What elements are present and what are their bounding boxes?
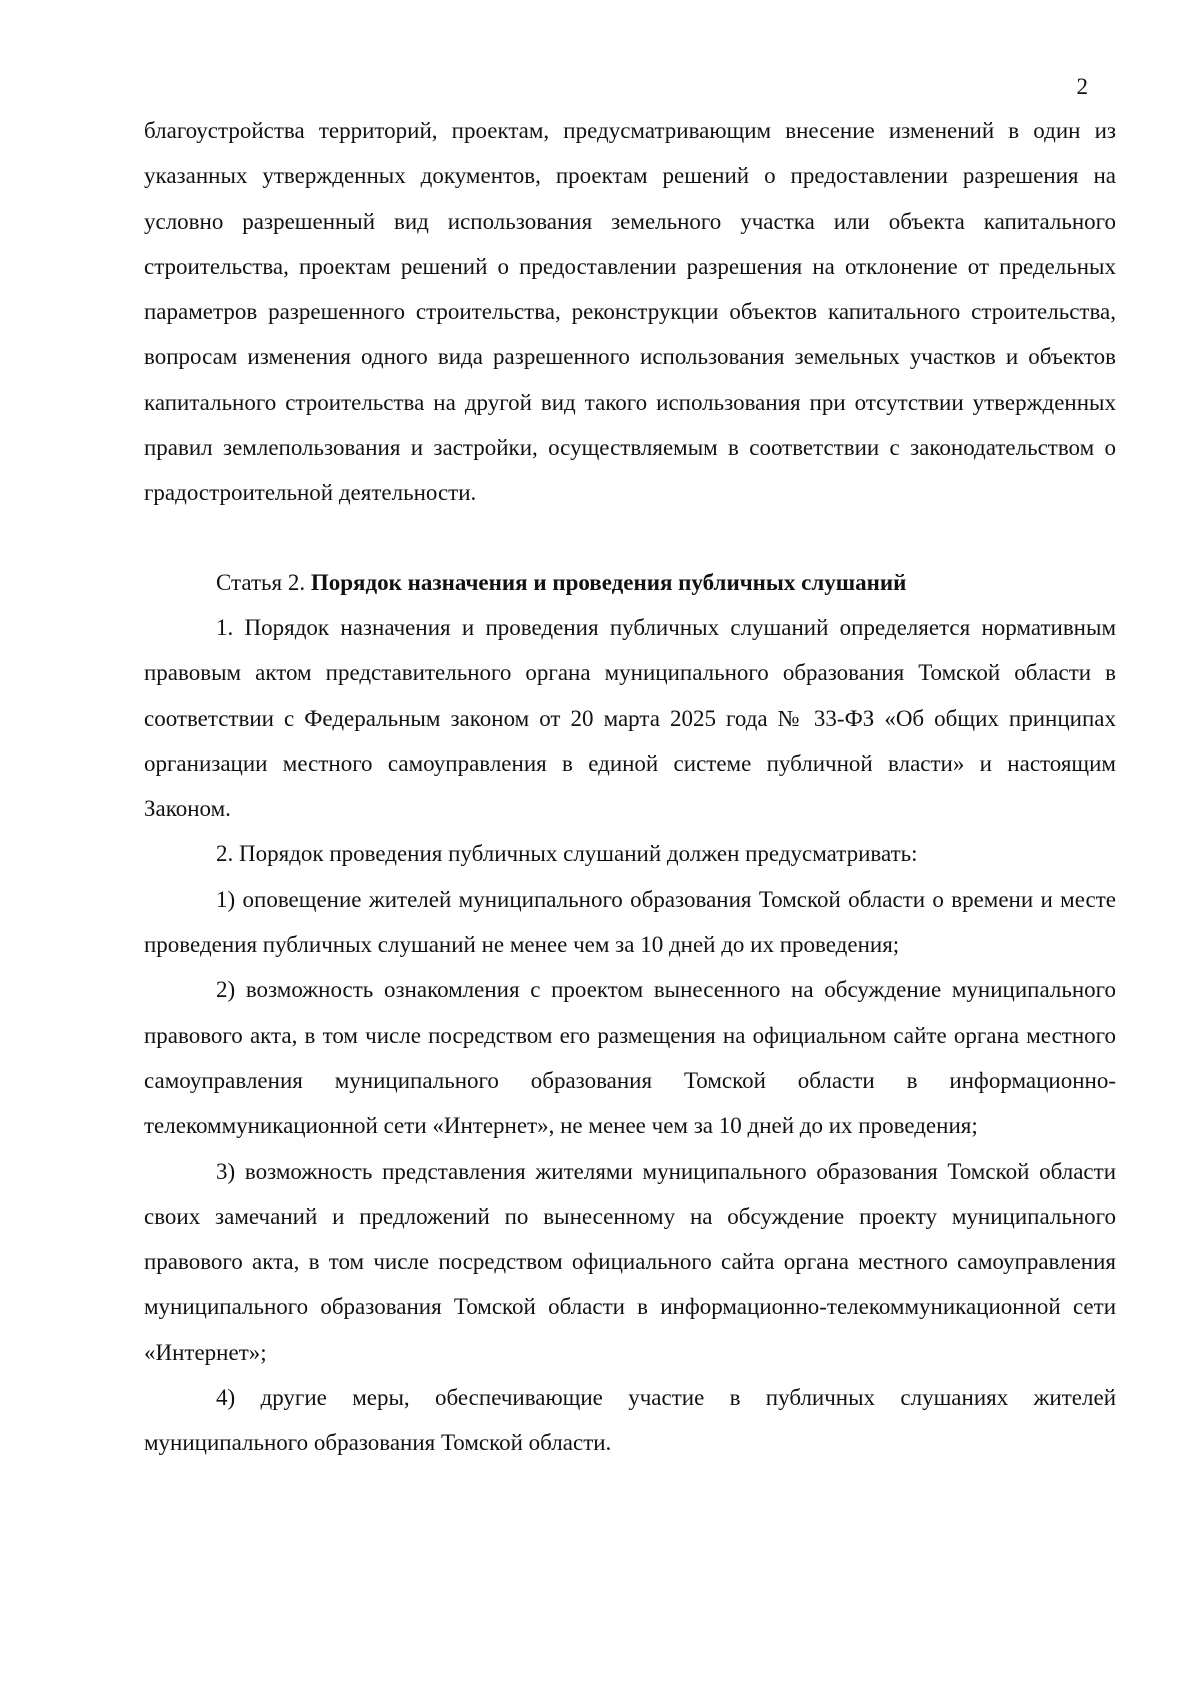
paragraph-1: 1. Порядок назначения и проведения публичных слушаний определяется нормативным правовым актом представительного органа муниципального образования Томской области в соответствии с Федеральным законом от 20 марта 2025 года № 33-ФЗ «Об общих принципах организации местного самоуправления в единой системе публичной власти» и настоящим Законом. <box>144 614 1116 822</box>
intro-paragraph: благоустройства территорий, проектам, предусматривающим внесение изменений в один из указанных утвержденных документов, проектам решений о предоставлении разрешения на условно разрешенный вид использования земельного участка или объекта капитального строительства, проектам решений о предоставлении разрешения на отклонение от предельных параметров разрешенного строительства, реконструкции объектов капитального строительства, вопросам изменения одного вида разрешенного использования земельных участков и объектов капитального строительства на другой вид такого использования при отсутствии утвержденных правил землепользования и застройки, осуществляемым в соответствии с законодательством о градостроительной деятельности. <box>144 118 1116 506</box>
list-item-2: 2) возможность ознакомления с проектом вынесенного на обсуждение муниципального правового акта, в том числе посредством его размещения на официальном сайте органа местного самоуправления муниципального образования Томской области в информационно-телекоммуникационной сети «Интернет», не менее чем за 10 дней до их проведения; <box>144 977 1116 1139</box>
article-heading <box>144 560 1116 605</box>
list-item-4: 4) другие меры, обеспечивающие участие в публичных слушаниях жителей муниципального образования Томской области. <box>144 1385 1116 1456</box>
list-item-1: 1) оповещение жителей муниципального образования Томской области о времени и месте проведения публичных слушаний не менее чем за 10 дней до их проведения; <box>144 886 1116 958</box>
article-number: Статья 2. <box>216 569 306 595</box>
document-body <box>144 108 1116 1466</box>
article-title: Порядок назначения и проведения публичных слушаний <box>310 569 907 595</box>
paragraph-2: 2. Порядок проведения публичных слушаний должен предусматривать: <box>216 841 918 867</box>
list-item-3: 3) возможность представления жителями муниципального образования Томской области своих замечаний и предложений по вынесенному на обсуждение проекту муниципального правового акта, в том числе посредством официального сайта органа местного самоуправления муниципального образования Томской области в информационно-телекоммуникационной сети «Интернет»; <box>144 1158 1116 1365</box>
page-number: 2 <box>1076 74 1088 99</box>
